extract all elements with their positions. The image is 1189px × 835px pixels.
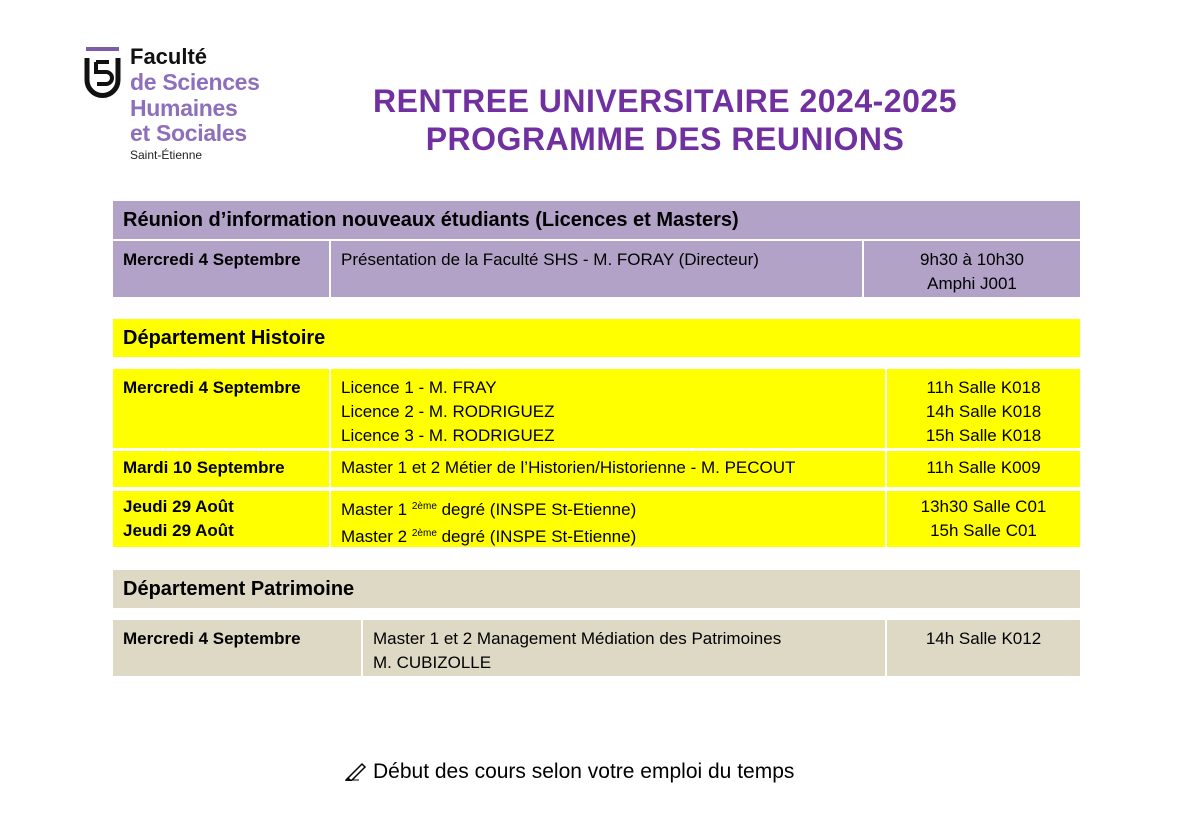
patrimoine-row-1 <box>113 620 1080 676</box>
histoire-row-3 <box>113 491 1080 547</box>
info-row-time <box>864 241 1080 297</box>
master-2-date: Jeudi 29 Août <box>123 521 234 540</box>
logo-text-line2: de Sciences <box>130 69 260 95</box>
histoire-row-2-date: Mardi 10 Septembre <box>113 451 331 487</box>
patrimoine-row-1-date: Mercredi 4 Septembre <box>113 620 363 676</box>
histoire-row-3-times <box>887 491 1080 547</box>
faculty-logo <box>84 38 280 164</box>
logo-text-line4: et Sociales <box>130 120 247 146</box>
logo-text-city: Saint-Étienne <box>130 148 203 162</box>
faculty-emblem-icon <box>84 56 121 98</box>
logo-text-faculte: Faculté <box>130 44 208 69</box>
histoire-row-1-date: Mercredi 4 Septembre <box>113 369 331 448</box>
master-2-item: Master 2 $^{2ème}$ degré (INSPE St-Etienne) <box>341 527 637 546</box>
histoire-row-3-desc <box>331 491 887 547</box>
histoire-row-2-time: 11h Salle K009 <box>926 458 1041 477</box>
histoire-row-2 <box>113 451 1080 487</box>
section-header-patrimoine: Département Patrimoine <box>113 570 1080 608</box>
pencil-icon <box>345 761 367 781</box>
histoire-row-3-dates <box>113 491 331 547</box>
page-title <box>290 82 1040 158</box>
licence-1-time: 11h Salle K018 <box>926 378 1041 397</box>
master-1-date: Jeudi 29 Août <box>123 497 234 516</box>
histoire-row-1-desc <box>331 369 887 448</box>
licence-3-time: 15h Salle K018 <box>925 426 1042 445</box>
footer-note <box>345 760 794 784</box>
info-row-time-value: 9h30 à 10h30 <box>920 250 1024 269</box>
footer-text: Début des cours selon votre emploi du temps <box>373 760 795 783</box>
licence-1-item: Licence 1 - M. FRAY <box>341 378 497 397</box>
patrimoine-row-1-desc <box>363 620 887 676</box>
master-1-item: Master 1 $^{2ème}$ degré (INSPE St-Etienne) <box>341 500 637 519</box>
licence-2-item: Licence 2 - M. RODRIGUEZ <box>341 402 555 421</box>
histoire-row-2-desc: Master 1 et 2 Métier de l’Historien/Historienne - M. PECOUT <box>331 451 887 487</box>
logo-text-line3: Humaines <box>130 95 238 121</box>
info-row-room: Amphi J001 <box>927 274 1017 293</box>
licence-3-item: Licence 3 - M. RODRIGUEZ <box>341 426 555 445</box>
title-line-2: PROGRAMME DES REUNIONS <box>425 121 905 157</box>
title-line-1: RENTREE UNIVERSITAIRE 2024-2025 <box>373 83 957 119</box>
info-row <box>113 241 1080 297</box>
master-1-time: 13h30 Salle C01 <box>920 497 1047 516</box>
section-header-histoire: Département Histoire <box>113 319 1080 357</box>
master-2-time: 15h Salle C01 <box>930 521 1037 540</box>
patrimoine-row-1-time: 14h Salle K012 <box>925 629 1042 648</box>
histoire-row-1-times <box>887 369 1080 448</box>
licence-2-time: 14h Salle K018 <box>925 402 1042 421</box>
info-row-desc: Présentation de la Faculté SHS - M. FORAY (Directeur) <box>331 241 864 297</box>
section-header-info: Réunion d’information nouveaux étudiants (Licences et Masters) <box>113 201 1080 239</box>
histoire-row-1 <box>113 369 1080 448</box>
patrimoine-desc-line-1: Master 1 et 2 Management Médiation des Patrimoines <box>373 629 782 648</box>
info-row-date: Mercredi 4 Septembre <box>113 241 331 297</box>
logo-accent-bar <box>86 47 119 51</box>
patrimoine-desc-line-2: M. CUBIZOLLE <box>373 653 492 672</box>
